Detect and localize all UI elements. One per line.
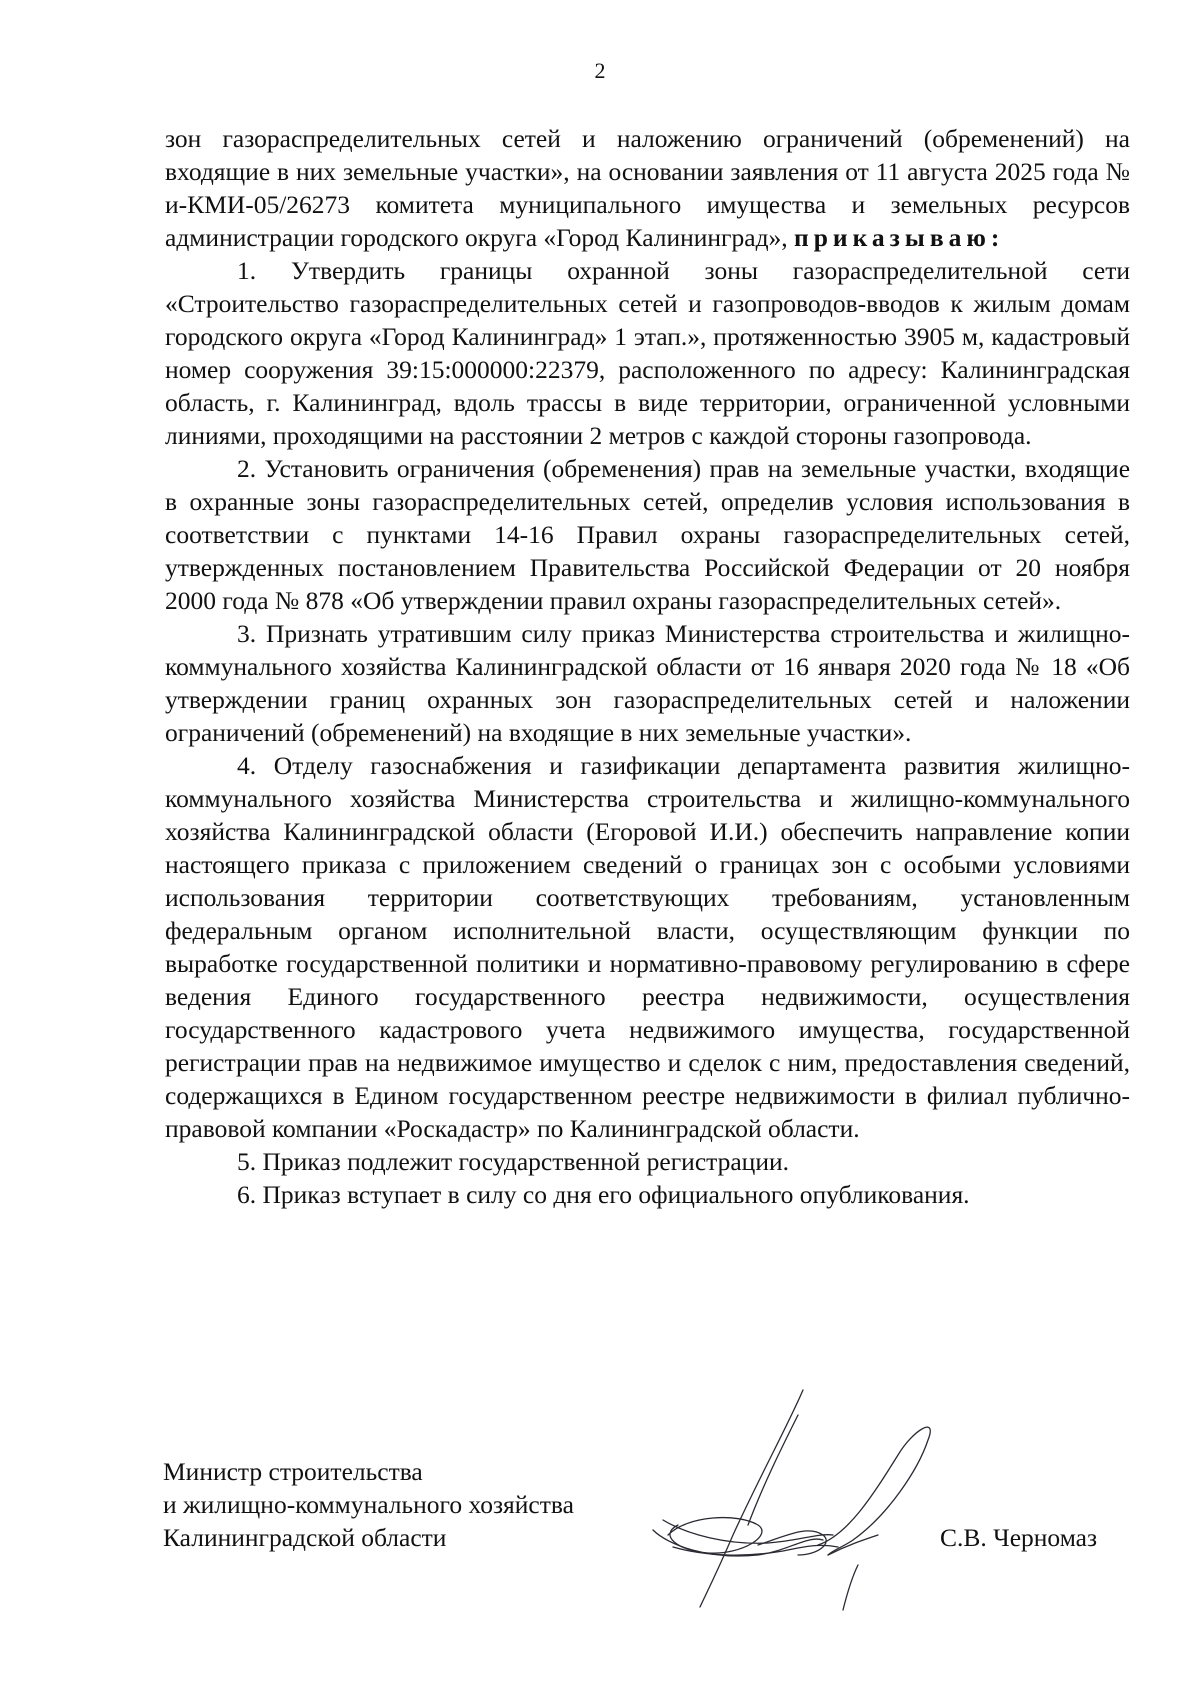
opening-paragraph: зон газораспределительных сетей и наложению ограничений (обременений) на входящие в них земельные участки», на основании заявления от 11 августа 2025 года № и-КМИ-05/26273 комитета муниципального имущества и земельных ресурсов администрации городского округа «Город Калининград», приказываю: bbox=[165, 124, 1130, 252]
handwritten-signature bbox=[648, 1385, 938, 1615]
order-item-1: 1. Утвердить границы охранной зоны газораспределительной сети «Строительство газораспределительных сетей и газопроводов-вводов к жилым домам городского округа «Город Калининград» 1 этап.», протяженностью 3905 м, кадастровый номер сооружения 39:15:000000:22379, расположенного по адресу: Калининградская область, г. Калининград, вдоль трассы в виде территории, ограниченной условными линиями, проходящими на расстоянии 2 метров с каждой стороны газопровода. bbox=[165, 256, 1130, 450]
order-item-4: 4. Отделу газоснабжения и газификации департамента развития жилищно-коммунального хозяйства Министерства строительства и жилищно-коммунального хозяйства Калининградской области (Егоровой И.И.) обеспечить направление копии настоящего приказа с приложением сведений о границах зон с особыми условиями использования территории соответствующих требованиям, установленным федеральным органом исполнительной власти, осуществляющим функции по выработке государственной политики и нормативно-правовому регулированию в сфере ведения Единого государственного реестра недвижимости, осуществления государственного кадастрового учета недвижимого имущества, государственной регистрации прав на недвижимое имущество и сделок с ним, предоставления сведений, содержащихся в Едином государственном реестре недвижимости в филиал публично-правовой компании «Роскадастр» по Калининградской области. bbox=[165, 751, 1130, 1143]
order-word: приказываю: bbox=[794, 223, 1005, 252]
order-item-3: 3. Признать утратившим силу приказ Министерства строительства и жилищно-коммунального хозяйства Калининградской области от 16 января 2020 года № 18 «Об утверждении границ охранных зон газораспределительных сетей и наложении ограничений (обременений) на входящие в них земельные участки». bbox=[165, 619, 1131, 747]
signatory-name: С.В. Черномаз bbox=[940, 1523, 1098, 1552]
signatory-position: Министр строительства и жилищно-коммунального хозяйства Калининградской области bbox=[163, 1457, 574, 1552]
order-item-2: 2. Установить ограничения (обременения) прав на земельные участки, входящие в охранные зоны газораспределительных сетей, определив условия использования в соответствии с пунктами 14-16 Правил охраны газораспределительных сетей, утвержденных постановлением Правительства Российской Федерации от 20 ноября 2000 года № 878 «Об утверждении правил охраны газораспределительных сетей». bbox=[165, 454, 1131, 615]
page-number: 2 bbox=[594, 58, 606, 83]
document-body bbox=[165, 122, 1130, 1211]
order-item-5: 5. Приказ подлежит государственной регистрации. bbox=[237, 1147, 789, 1176]
order-item-6: 6. Приказ вступает в силу со дня его официального опубликования. bbox=[237, 1180, 970, 1209]
